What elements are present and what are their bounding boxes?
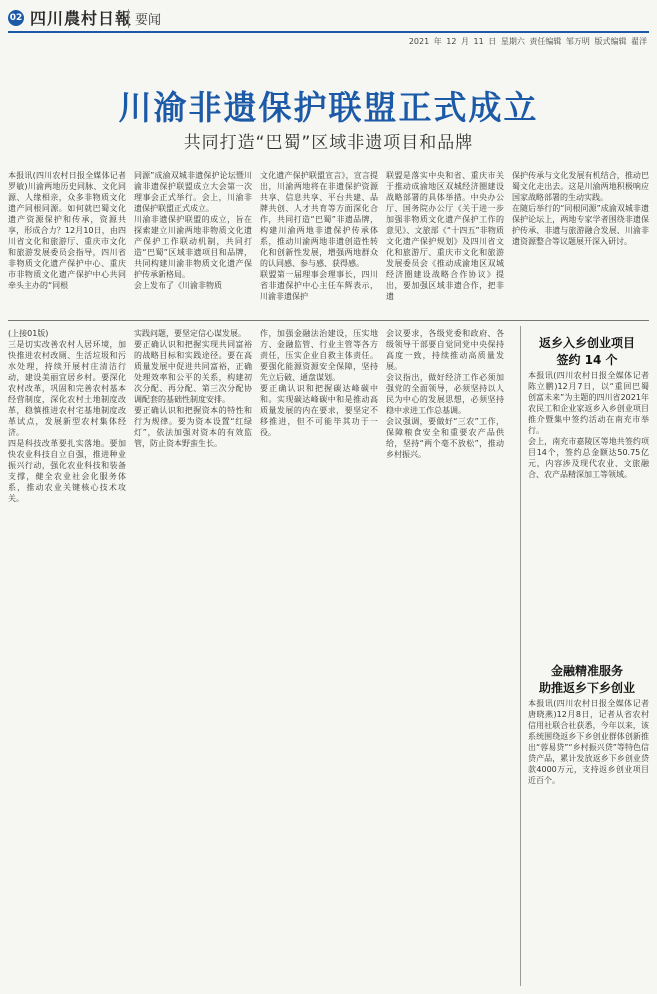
page-number-badge: 02 — [8, 10, 24, 26]
issue-info-line: 2021 年 12 月 11 日 星期六 责任编辑 邹万明 版式编辑 翟洋 — [408, 37, 647, 46]
sidebar-story2-title-line2: 助推返乡下乡创业 — [538, 681, 635, 695]
article-headline: 川渝非遗保护联盟正式成立 — [118, 88, 539, 127]
section-divider — [8, 320, 649, 321]
section-label: 要闻 — [128, 9, 161, 28]
article-column-3: 文化遗产保护联盟宣言》，宣言提出，川渝两地将在非遗保护资源共享、信息共享、平台共建、品牌共创、人才共育等方面深化合作，共同打造“巴蜀”非遗品牌，构建川渝两地非遗保护传承体系，推动川渝两地非遗创造性转化和创新性发展，增强两地群众的认同感、参与感、获得感。 联盟第一届理事会理事长，四川省非遗保护中心主任车辉表示，川渝非遗保护 — [260, 171, 378, 301]
article-subheadline: 共同打造“巴蜀”区域非遗项目和品牌 — [183, 133, 474, 153]
newspaper-name: 四川農村日報 — [30, 9, 133, 28]
article-column-1: 本报讯(四川农村日报全媒体记者 罗敏)川渝两地历史同脉、文化同源、人缘相亲，众多非物质文化遗产同根同源。如何就巴蜀文化遗产资源保护和传承，资源共享，形成合力？12月10日，由四川省文化和旅游厅、重庆市文化和旅游发展委员会指导，四川省非物质文化遗产保护中心、重庆市非物质文化遗产保护中心共同牵头主办的“同根 — [8, 171, 126, 290]
lower-column-1: (上接01版) 三是切实改善农村人居环境，加快推进农村改厕、生活垃圾和污水处理，持续开展村庄清洁行动，建设美丽宜居乡村。要深化农村改革，巩固和完善农村基本经营制度，深化农村土地制度改革，稳慎推进农村宅基地制度改革试点，发展新型农村集体经济。 四是科技改革要扎实落地。要加快农业科技自立自强，推进种业振兴行动，强化农业科技和装备支撑，健全农业社会化服务体系，推动农业关键核心技术攻关。 — [8, 329, 126, 503]
sidebar-story1-title — [528, 334, 646, 368]
article-column-5: 保护传承与文化发展有机结合，推动巴蜀文化走出去。这是川渝两地积极响应国家战略部署的生动实践。 在随后举行的“同根同源”成渝双城非遗保护论坛上，两地专家学者围绕非遗保护传承、非遗与旅游融合发展、川渝非遗资源整合等议题展开深入研讨。 — [512, 171, 649, 246]
sidebar-story1-title-line1: 返乡入乡创业项目 — [538, 336, 635, 350]
sidebar-story1-text: 本报讯(四川农村日报全媒体记者 陈立鹏)12月7日，以“重回巴蜀 创富未来”为主题的四川省2021年农民工和企业家返乡入乡创业项目推介暨集中签约活动在南充市举行。 会上，南充市嘉陵区等地共签约项目14个，签约总金额达50.75亿元，内容涉及现代农业、文旅融合、农产品精深加工等领域。 — [528, 371, 649, 479]
article-column-2: 同源”成渝双城非遗保护论坛暨川渝非遗保护联盟成立大会第一次理事会正式举行。会上，川渝非遗保护联盟正式成立。 川渝非遗保护联盟的成立，旨在探索建立川渝两地非物质文化遗产保护工作联动机制，共同打造“巴蜀”区域非遗项目和品牌，共同构建川渝非物质文化遗产保护传承新格局。 会上发布了《川渝非物质 — [134, 171, 252, 290]
sidebar-story2-text: 本报讯(四川农村日报全媒体记者 唐晓燕)12月8日，记者从省农村信用社联合社获悉，今年以来，该系统围绕返乡下乡创业群体创新推出“蓉易贷”“乡村振兴贷”等特色信贷产品，累计发放返乡下乡创业贷款4000万元，支持返乡创业项目近百个。 — [528, 699, 649, 785]
sidebar-divider — [520, 326, 521, 986]
lower-column-2: 实践问题，要坚定信心谋发展。 要正确认识和把握实现共同富裕的战略目标和实践途径。要在高质量发展中促进共同富裕，正确处理效率和公平的关系，构建初次分配、再分配、第三次分配协调配套的基础性制度安排。 要正确认识和把握资本的特性和行为规律。要为资本设置“红绿灯”，依法加强对资本的有效监管，防止资本野蛮生长。 — [134, 329, 252, 448]
masthead-rule — [8, 31, 649, 33]
sidebar-story2-title — [528, 662, 646, 696]
lower-column-3: 作，加强金融法治建设，压实地方、金融监管、行业主管等各方责任，压实企业自救主体责任。要强化能源资源安全保障，坚持先立后破、通盘谋划。 要正确认识和把握碳达峰碳中和。实现碳达峰碳中和是推动高质量发展的内在要求，要坚定不移推进，但不可能毕其功于一役。 — [260, 329, 378, 437]
article-column-4: 联盟是落实中央和省、重庆市关于推动成渝地区双城经济圈建设战略部署的具体举措。中央办公厅、国务院办公厅《关于进一步加强非物质文化遗产保护工作的意见》、文旅部《“十四五”非物质文化遗产保护规划》及四川省文化和旅游厅、重庆市文化和旅游发展委员会《推动成渝地区双城经济圈建设战略合作协议》提出，要加强区域非遗合作，把非遗 — [386, 171, 504, 301]
sidebar-story2-title-line1: 金融精准服务 — [550, 664, 623, 678]
sidebar-story1-title-line2: 签约 14 个 — [556, 353, 618, 367]
masthead — [0, 0, 657, 48]
lower-column-4: 会议要求，各级党委和政府、各级领导干部要自觉同党中央保持高度一致，持续推动高质量发展。 会议指出，做好经济工作必须加强党的全面领导，必须坚持以人民为中心的发展思想，必须坚持稳中求进工作总基调。 会议强调，要做好“三农”工作，保障粮食安全和重要农产品供给，坚持“两个毫不放松”，推动乡村振兴。 — [386, 329, 504, 459]
